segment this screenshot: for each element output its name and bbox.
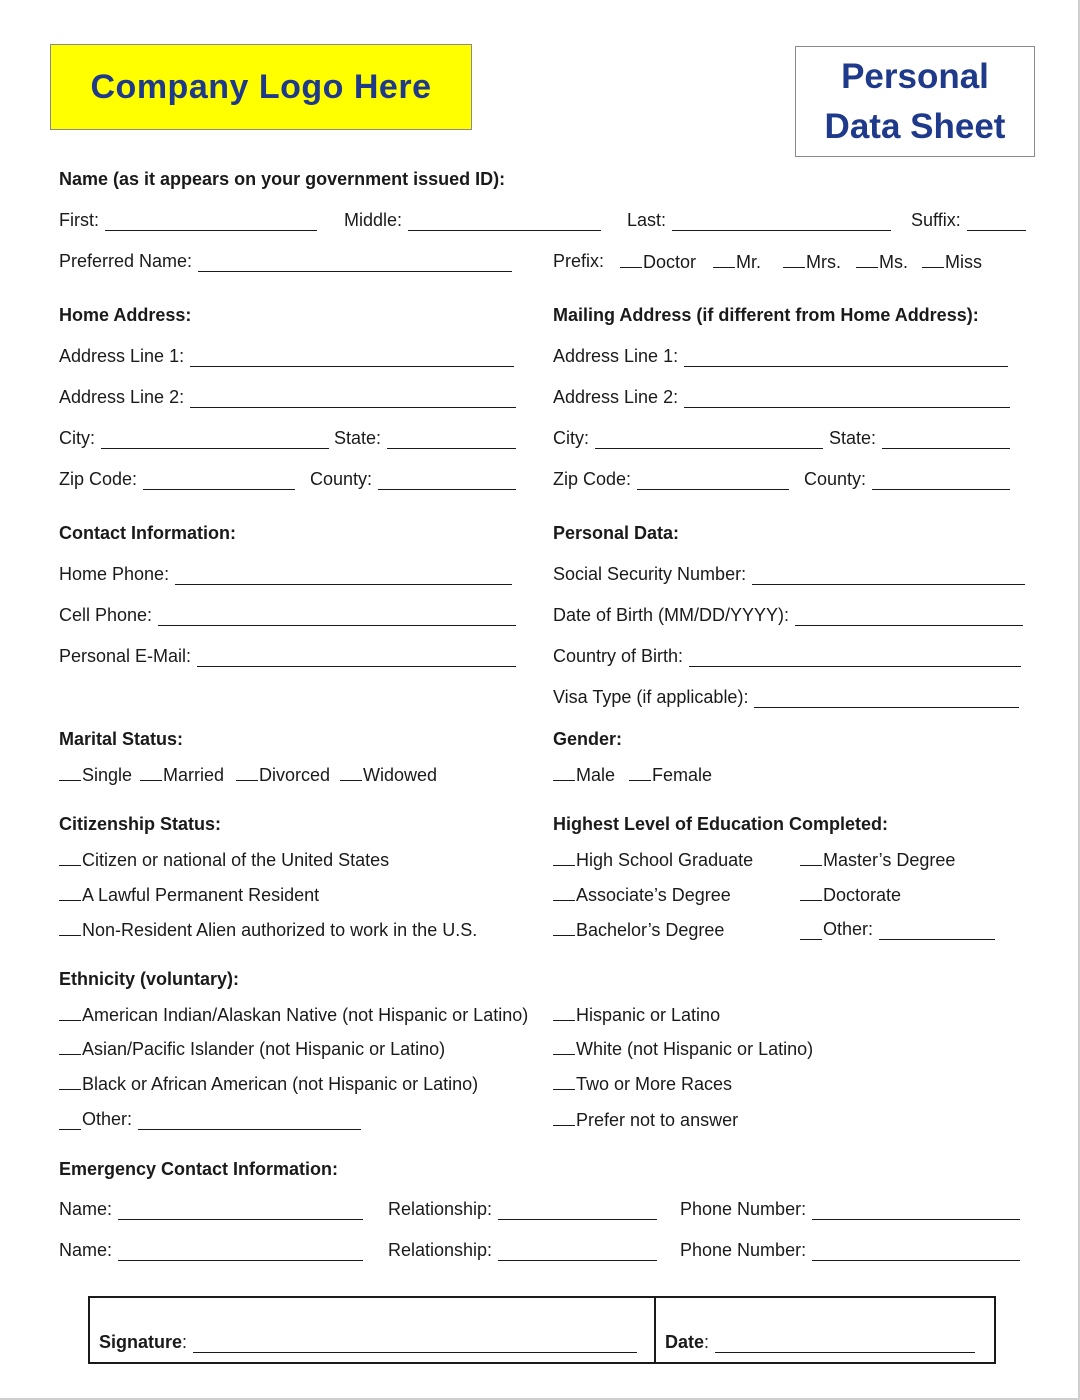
ssn-label: Social Security Number:: [553, 564, 747, 584]
education-bachelor-label: Bachelor’s Degree: [576, 920, 725, 940]
email-label: Personal E-Mail:: [59, 646, 192, 666]
date-field[interactable]: [665, 1331, 975, 1353]
marital-option-widowed[interactable]: [340, 763, 437, 786]
citizenship-citizen-label: Citizen or national of the United States: [82, 850, 390, 870]
ethnicity-option-asian[interactable]: [59, 1037, 445, 1060]
mailing-address-line2-field[interactable]: [553, 386, 1010, 408]
mailing-zip-line[interactable]: [637, 470, 789, 490]
prefix-ms-blank[interactable]: [856, 250, 878, 268]
preferred-name-line[interactable]: [198, 252, 512, 272]
contact-heading: Contact Information:: [59, 523, 236, 543]
prefix-miss-blank[interactable]: [922, 250, 944, 268]
citizenship-option-resident[interactable]: [59, 883, 319, 906]
cell-phone-field[interactable]: [59, 604, 516, 626]
education-doctorate-label: Doctorate: [823, 885, 902, 905]
mailing-address-line1-line[interactable]: [684, 347, 1008, 367]
dob-line[interactable]: [795, 606, 1023, 626]
mailing-county-line[interactable]: [872, 470, 1010, 490]
emergency-phone-label-1: Phone Number:: [680, 1199, 807, 1219]
citizenship-option-citizen[interactable]: [59, 848, 389, 871]
ethnicity-prefer-not-label: Prefer not to answer: [576, 1110, 739, 1130]
ethnicity-white-label: White (not Hispanic or Latino): [576, 1039, 814, 1059]
citizenship-resident-label: A Lawful Permanent Resident: [82, 885, 320, 905]
education-option-other[interactable]: [800, 918, 995, 940]
date-line[interactable]: [715, 1333, 975, 1353]
marital-divorced-blank[interactable]: [236, 763, 258, 781]
suffix-label: Suffix:: [911, 210, 961, 230]
ethnicity-asian-label: Asian/Pacific Islander (not Hispanic or Latino): [82, 1039, 446, 1059]
dob-field[interactable]: [553, 604, 1023, 626]
education-master-label: Master’s Degree: [823, 850, 956, 870]
marital-married-blank[interactable]: [140, 763, 162, 781]
page-title: [795, 46, 1035, 157]
emergency-relationship-line-1[interactable]: [498, 1200, 657, 1220]
ethnicity-option-american-indian[interactable]: [59, 1003, 528, 1026]
home-state-line[interactable]: [387, 429, 516, 449]
mailing-county-field[interactable]: [804, 468, 1010, 490]
gender-male-blank[interactable]: [553, 763, 575, 781]
ethnicity-option-hispanic[interactable]: [553, 1003, 720, 1026]
name-heading: Name (as it appears on your government issued ID):: [59, 169, 506, 189]
mailing-city-field[interactable]: [553, 427, 823, 449]
prefix-option-miss[interactable]: [922, 250, 982, 273]
emergency-heading: Emergency Contact Information:: [59, 1159, 339, 1179]
education-option-doctorate[interactable]: [800, 883, 901, 906]
emergency-phone-label-2: Phone Number:: [680, 1240, 807, 1260]
education-highschool-label: High School Graduate: [576, 850, 754, 870]
prefix-mrs-label: Mrs.: [806, 252, 841, 272]
first-name-field[interactable]: [59, 209, 317, 231]
prefix-mr-label: Mr.: [736, 252, 761, 272]
title-line-1: Personal: [841, 56, 989, 96]
prefix-option-mrs[interactable]: [783, 250, 841, 273]
prefix-doctor-blank[interactable]: [620, 250, 642, 268]
first-name-label: First:: [59, 210, 99, 230]
emergency-phone-field-2[interactable]: [680, 1239, 1020, 1261]
home-address-line2-line[interactable]: [190, 388, 516, 408]
suffix-field[interactable]: [911, 209, 1026, 231]
dob-label: Date of Birth (MM/DD/YYYY):: [553, 605, 790, 625]
citizenship-resident-blank[interactable]: [59, 883, 81, 901]
ethnicity-option-black[interactable]: [59, 1072, 478, 1095]
education-other-blank[interactable]: [800, 921, 822, 940]
mailing-address-line2-line[interactable]: [684, 388, 1010, 408]
emergency-relationship-label-2: Relationship:: [388, 1240, 493, 1260]
emergency-name-label-1: Name:: [59, 1199, 113, 1219]
home-zip-line[interactable]: [143, 470, 295, 490]
marital-heading: Marital Status:: [59, 729, 184, 749]
preferred-name-label: Preferred Name:: [59, 251, 193, 271]
country-of-birth-field[interactable]: [553, 645, 1021, 667]
emergency-name-line-2[interactable]: [118, 1241, 363, 1261]
visa-type-label: Visa Type (if applicable):: [553, 687, 749, 707]
emergency-relationship-line-2[interactable]: [498, 1241, 657, 1261]
signature-divider: [654, 1296, 656, 1364]
ethnicity-two-or-more-label: Two or More Races: [576, 1074, 733, 1094]
ethnicity-option-other[interactable]: [59, 1108, 361, 1130]
home-city-field[interactable]: [59, 427, 329, 449]
emergency-phone-line-1[interactable]: [812, 1200, 1020, 1220]
logo-text: Company Logo Here: [90, 67, 432, 106]
marital-widowed-blank[interactable]: [340, 763, 362, 781]
home-county-label: County:: [310, 469, 373, 489]
middle-name-field[interactable]: [344, 209, 601, 231]
prefix-option-ms[interactable]: [856, 250, 908, 273]
mailing-city-line[interactable]: [595, 429, 823, 449]
emergency-relationship-field-2[interactable]: [388, 1239, 657, 1261]
home-county-field[interactable]: [310, 468, 516, 490]
mailing-zip-label: Zip Code:: [553, 469, 632, 489]
ethnicity-heading: Ethnicity (voluntary):: [59, 969, 240, 989]
ethnicity-hispanic-blank[interactable]: [553, 1003, 575, 1021]
ethnicity-other-label: Other:: [82, 1109, 133, 1129]
home-address-heading: Home Address:: [59, 305, 192, 325]
home-phone-label: Home Phone:: [59, 564, 170, 584]
first-name-line[interactable]: [105, 211, 317, 231]
ethnicity-black-label: Black or African American (not Hispanic or Latino): [82, 1074, 479, 1094]
ethnicity-white-blank[interactable]: [553, 1037, 575, 1055]
signature-field[interactable]: [99, 1331, 637, 1353]
home-phone-field[interactable]: [59, 563, 512, 585]
home-address-line1-label: Address Line 1:: [59, 346, 185, 366]
middle-name-line[interactable]: [408, 211, 601, 231]
signature-box: [88, 1296, 996, 1364]
home-address-line1-field[interactable]: [59, 345, 514, 367]
education-associate-blank[interactable]: [553, 883, 575, 901]
ethnicity-american-indian-blank[interactable]: [59, 1003, 81, 1021]
ethnicity-asian-blank[interactable]: [59, 1037, 81, 1055]
gender-option-female[interactable]: [629, 763, 712, 786]
marital-married-label: Married: [163, 765, 225, 785]
cell-phone-label: Cell Phone:: [59, 605, 153, 625]
gender-female-blank[interactable]: [629, 763, 651, 781]
mailing-state-field[interactable]: [829, 427, 1010, 449]
education-other-label: Other:: [823, 919, 874, 939]
prefix-option-doctor[interactable]: [620, 250, 696, 273]
email-field[interactable]: [59, 645, 516, 667]
home-zip-field[interactable]: [59, 468, 295, 490]
gender-option-male[interactable]: [553, 763, 615, 786]
mailing-address-line1-label: Address Line 1:: [553, 346, 679, 366]
education-doctorate-blank[interactable]: [800, 883, 822, 901]
home-phone-line[interactable]: [175, 565, 512, 585]
prefix-doctor-label: Doctor: [643, 252, 697, 272]
education-option-associate[interactable]: [553, 883, 731, 906]
home-city-line[interactable]: [101, 429, 329, 449]
home-address-line1-line[interactable]: [190, 347, 514, 367]
date-colon: :: [704, 1332, 710, 1352]
home-state-label: State:: [334, 428, 382, 448]
ethnicity-prefer-not-blank[interactable]: [553, 1108, 575, 1126]
education-master-blank[interactable]: [800, 848, 822, 866]
education-associate-label: Associate’s Degree: [576, 885, 731, 905]
mailing-city-label: City:: [553, 428, 589, 448]
citizenship-nonresident-label: Non-Resident Alien authorized to work in the U.S.: [82, 920, 478, 940]
title-line-2: Data Sheet: [824, 106, 1006, 146]
prefix-mr-blank[interactable]: [713, 250, 735, 268]
emergency-relationship-field-1[interactable]: [388, 1198, 657, 1220]
signature-colon: :: [182, 1332, 188, 1352]
country-of-birth-label: Country of Birth:: [553, 646, 684, 666]
home-zip-label: Zip Code:: [59, 469, 138, 489]
preferred-name-field[interactable]: [59, 250, 512, 272]
last-name-label: Last:: [627, 210, 667, 230]
ssn-field[interactable]: [553, 563, 1025, 585]
mailing-zip-field[interactable]: [553, 468, 789, 490]
ethnicity-option-two-or-more[interactable]: [553, 1072, 732, 1095]
last-name-field[interactable]: [627, 209, 891, 231]
emergency-name-field-1[interactable]: [59, 1198, 363, 1220]
prefix-label: Prefix:: [553, 251, 605, 271]
prefix-option-mr[interactable]: [713, 250, 761, 273]
home-city-label: City:: [59, 428, 95, 448]
education-option-bachelor[interactable]: [553, 918, 724, 941]
suffix-line[interactable]: [967, 211, 1026, 231]
ethnicity-option-white[interactable]: [553, 1037, 813, 1060]
visa-type-line[interactable]: [754, 688, 1019, 708]
ssn-line[interactable]: [752, 565, 1025, 585]
personal-data-heading: Personal Data:: [553, 523, 680, 543]
marital-option-married[interactable]: [140, 763, 224, 786]
emergency-phone-field-1[interactable]: [680, 1198, 1020, 1220]
date-label: Date: [665, 1332, 705, 1352]
emergency-phone-line-2[interactable]: [812, 1241, 1020, 1261]
home-state-field[interactable]: [334, 427, 516, 449]
mailing-state-label: State:: [829, 428, 877, 448]
home-county-line[interactable]: [378, 470, 516, 490]
email-line[interactable]: [197, 647, 516, 667]
emergency-name-label-2: Name:: [59, 1240, 113, 1260]
ethnicity-black-blank[interactable]: [59, 1072, 81, 1090]
marital-option-single[interactable]: [59, 763, 132, 786]
education-option-master[interactable]: [800, 848, 955, 871]
signature-line[interactable]: [193, 1333, 637, 1353]
citizenship-heading: Citizenship Status:: [59, 814, 222, 834]
ethnicity-other-line[interactable]: [138, 1110, 361, 1130]
prefix-ms-label: Ms.: [879, 252, 908, 272]
ethnicity-two-or-more-blank[interactable]: [553, 1072, 575, 1090]
education-highschool-blank[interactable]: [553, 848, 575, 866]
marital-widowed-label: Widowed: [363, 765, 438, 785]
signature-label: Signature: [99, 1332, 183, 1352]
ethnicity-option-prefer-not[interactable]: [553, 1108, 738, 1131]
education-option-highschool[interactable]: [553, 848, 753, 871]
marital-single-label: Single: [82, 765, 133, 785]
emergency-relationship-label-1: Relationship:: [388, 1199, 493, 1219]
country-of-birth-line[interactable]: [689, 647, 1021, 667]
home-address-line2-field[interactable]: [59, 386, 516, 408]
middle-name-label: Middle:: [344, 210, 403, 230]
gender-female-label: Female: [652, 765, 713, 785]
citizenship-option-nonresident[interactable]: [59, 918, 477, 941]
education-other-line[interactable]: [879, 920, 995, 940]
cell-phone-line[interactable]: [158, 606, 516, 626]
home-address-line2-label: Address Line 2:: [59, 387, 185, 407]
emergency-name-line-1[interactable]: [118, 1200, 363, 1220]
ethnicity-hispanic-label: Hispanic or Latino: [576, 1005, 721, 1025]
last-name-line[interactable]: [672, 211, 891, 231]
marital-option-divorced[interactable]: [236, 763, 330, 786]
visa-type-field[interactable]: [553, 686, 1019, 708]
citizenship-nonresident-blank[interactable]: [59, 918, 81, 936]
mailing-address-line2-label: Address Line 2:: [553, 387, 679, 407]
gender-male-label: Male: [576, 765, 616, 785]
ethnicity-american-indian-label: American Indian/Alaskan Native (not Hispanic or Latino): [82, 1005, 529, 1025]
mailing-county-label: County:: [804, 469, 867, 489]
marital-single-blank[interactable]: [59, 763, 81, 781]
mailing-address-line1-field[interactable]: [553, 345, 1008, 367]
education-bachelor-blank[interactable]: [553, 918, 575, 936]
prefix-mrs-blank[interactable]: [783, 250, 805, 268]
prefix-miss-label: Miss: [945, 252, 982, 272]
emergency-name-field-2[interactable]: [59, 1239, 363, 1261]
citizenship-citizen-blank[interactable]: [59, 848, 81, 866]
company-logo-placeholder: [50, 44, 472, 130]
ethnicity-other-blank[interactable]: [59, 1111, 81, 1130]
marital-divorced-label: Divorced: [259, 765, 331, 785]
mailing-address-heading: Mailing Address (if different from Home Address):: [553, 305, 979, 325]
education-heading: Highest Level of Education Completed:: [553, 814, 889, 834]
gender-heading: Gender:: [553, 729, 623, 749]
mailing-state-line[interactable]: [882, 429, 1010, 449]
